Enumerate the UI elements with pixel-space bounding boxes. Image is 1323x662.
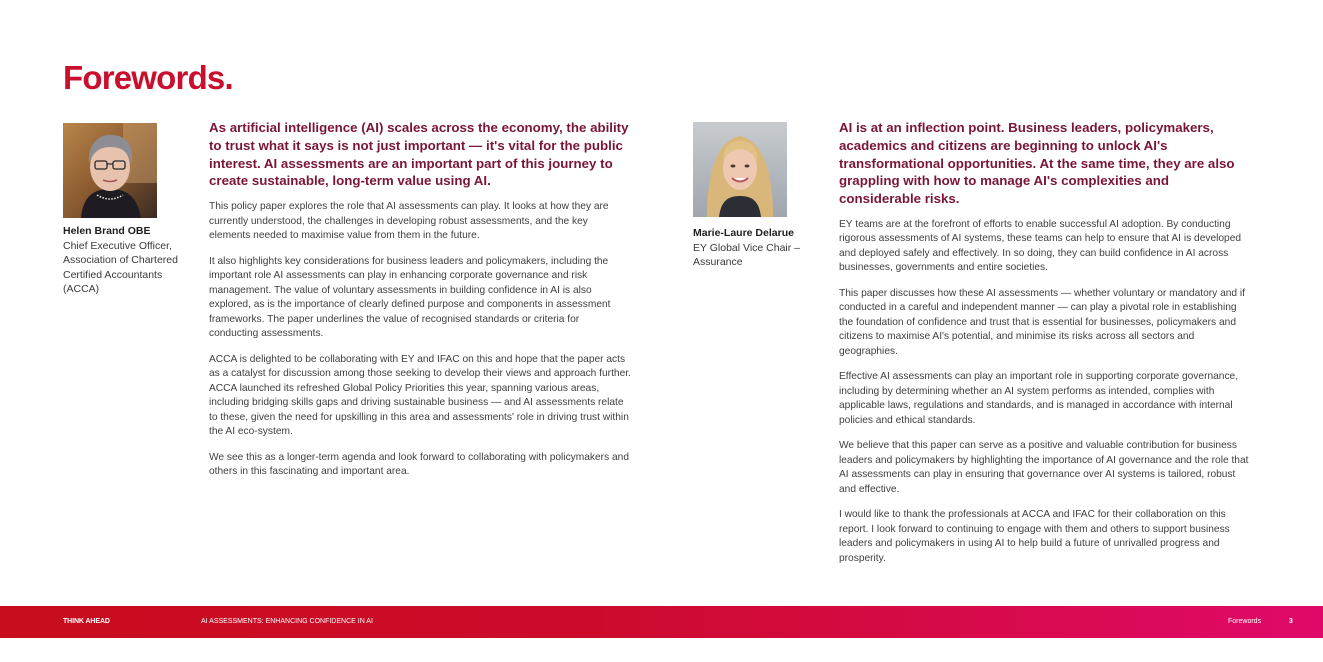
footer-document-title: AI ASSESSMENTS: ENHANCING CONFIDENCE IN AI: [201, 618, 373, 625]
foreword-paragraph: ACCA is delighted to be collaborating with EY and IFAC on this and hope that the paper acts as a catalyst for discussion among those seeking to develop their views and approach further. ACCA launched its refreshed Global Policy Priorities this year, spanning various areas, including bridging skills gaps and driving sustainable business — and AI assessments relate to these, given the need for upskilling in this area and assessments' role in driving trust within the AI eco-system.: [209, 353, 631, 438]
author-role: EY Global Vice Chair – Assurance: [693, 241, 801, 268]
footer-page-number: 3: [1289, 618, 1293, 625]
foreword-paragraph: It also highlights key considerations for business leaders and policymakers, including the important role AI assessments can play in enhancing corporate governance and risk management. The value of voluntary assessments in building confidence in AI is also explored, as is the importance of clearly defined purpose and components in assessment frameworks. The paper underlines the value of recognised standards or criteria for conducting assessments.: [209, 255, 611, 340]
foreword-paragraph: This paper discusses how these AI assessments — whether voluntary or mandatory and if conducted in a careful and independent manner — can play a pivotal role in establishing the foundation of confidence and trust that is essential for businesses, policymakers and citizens to maximise AI's potential, and minimise its risks across all sectors and geographies.: [839, 287, 1245, 357]
footer-section-link[interactable]: Forewords: [1228, 618, 1262, 625]
foreword-text-acca: [209, 119, 631, 491]
author-role: Chief Executive Officer, Association of Chartered Certified Accountants (ACCA): [63, 239, 178, 295]
portrait-photo-marie-laure-delarue: [693, 122, 787, 217]
author-info-marie-laure-delarue: [693, 226, 813, 270]
foreword-paragraph: We believe that this paper can serve as a positive and valuable contribution for business leaders and policymakers by highlighting the importance of AI governance and the role that AI assessments can play in ensuring that governance over AI systems is tailored, robust and effective.: [839, 440, 1249, 495]
foreword-paragraph: EY teams are at the forefront of efforts to enable successful AI adoption. By conducting rigorous assessments of AI systems, these teams can help to ensure that AI is developed and deployed safely and effectively. In so doing, they can build confidence in AI across businesses, governments and entire societies.: [839, 218, 1242, 274]
portrait-photo-helen-brand: [63, 123, 157, 218]
author-info-helen-brand: [63, 224, 188, 297]
portrait-photo: [693, 122, 787, 217]
foreword-paragraph: We see this as a longer-term agenda and look forward to collaborating with policymakers and others in this fascinating and important area.: [209, 451, 629, 478]
foreword-intro: As artificial intelligence (AI) scales across the economy, the ability to trust what it says is not just important — it's vital for the public interest. AI assessments are an important part of this journey to create sustainable, long-term value using AI.: [209, 120, 629, 189]
foreword-intro: AI is at an inflection point. Business leaders, policymakers, academics and citizens are beginning to unlock AI's transformational opportunities. At the same time, they are also grappling with how to manage AI's complexities and considerable risks.: [839, 120, 1235, 207]
author-name: Helen Brand OBE: [63, 225, 151, 237]
footer-brand: THINK AHEAD: [63, 618, 110, 625]
author-name: Marie-Laure Delarue: [693, 227, 794, 239]
foreword-paragraph: Effective AI assessments can play an important role in supporting corporate governance, including by determining whether an AI system performs as intended, complies with applicable laws, regulations and standards, and is managed in accordance with internal policies and ethical standards.: [839, 371, 1239, 426]
foreword-paragraph: I would like to thank the professionals at ACCA and IFAC for their collaboration on this report. I look forward to continuing to engage with them and others to support business leaders and policymakers in using AI to help build a future of unrivalled progress and prosperity.: [839, 509, 1230, 564]
page-footer: [0, 606, 1323, 638]
foreword-paragraph: This policy paper explores the role that AI assessments can play. It looks at how they are currently understood, the challenges in developing robust assessments, and the key elements needed to maximise value from them in the future.: [209, 201, 609, 242]
portrait-photo: [63, 123, 157, 218]
page-title: Forewords.: [63, 59, 233, 96]
foreword-text-ey: [839, 119, 1249, 577]
